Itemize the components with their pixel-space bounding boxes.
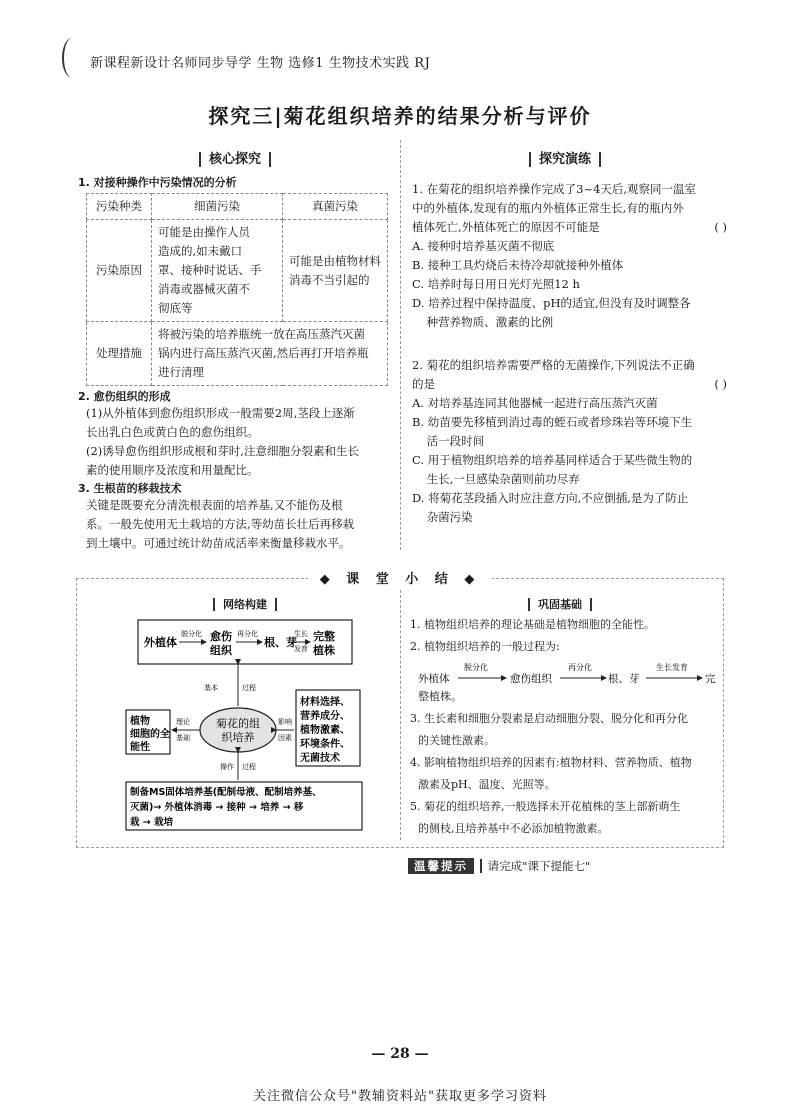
option-d-cont: 杂菌污染 [412, 510, 473, 524]
tissue-label: 组织 [210, 644, 232, 657]
factor-label: 因素 [278, 734, 292, 742]
callus-paragraph [86, 404, 396, 480]
network-heading: 网络构建 [195, 596, 295, 612]
footer-note: 关注微信公众号"教辅资料站"获取更多学习资料 [253, 1089, 547, 1104]
procedure-text: 灭菌)→ 外植体消毒 → 接种 → 培养 → 移 [130, 802, 304, 813]
influence-label: 影响 [278, 718, 292, 726]
table-row [87, 322, 388, 386]
basic-label: 基本 [204, 684, 218, 692]
root-bud-label: 根、芽 [264, 636, 297, 649]
answer-blank: ( ) [714, 220, 727, 234]
heading-callus-formation: 2. 愈伤组织的形成 [78, 390, 171, 403]
text-line: 关键是既要充分清洗根表面的培养基,又不能伤及根 [86, 498, 343, 512]
cell-line: 将被污染的培养瓶统一放在高压蒸汽灭菌 [158, 327, 365, 341]
text-line: (2)诱导愈伤组织形成根和芽时,注意细胞分裂素和生长 [86, 444, 359, 458]
text-line: 素的使用顺序及浓度和用量配比。 [86, 463, 259, 477]
table-header-cell: 污染种类 [87, 194, 152, 220]
practice-heading: 探究演练 [510, 148, 620, 167]
running-header: 新课程新设计名师同步导学 生物 选修1 生物技术实践 RJ [90, 56, 431, 71]
summary-label: ◆ 课 堂 小 结 ◆ [0, 568, 800, 587]
list-item: 的侧枝,且培养基中不必添加植物激素。 [418, 822, 609, 835]
fungi-cause-cell [283, 220, 388, 322]
list-item: 4. 影响植物组织培养的因素有:植物材料、营养物质、植物 [410, 756, 692, 769]
reminder [408, 858, 590, 874]
theory-text: 能性 [130, 742, 150, 753]
core-inquiry-heading: 核心探究 [180, 148, 290, 167]
procedure-text: 栽 → 栽培 [130, 817, 174, 828]
explant-label: 外植体 [144, 636, 177, 649]
option-c: C. 用于植物组织培养的培养基同样适合于某些微生物的 [412, 453, 693, 467]
question-stem: 的是 [412, 377, 435, 391]
dedifferentiation-label: 脱分化 [181, 630, 202, 638]
cell-line: 锅内进行高压蒸汽灭菌,然后再打开培养瓶 [158, 346, 369, 360]
option-b-cont: 活一段时间 [412, 434, 485, 448]
flow-explant: 外植体 [418, 673, 450, 685]
center-label: 织培养 [221, 731, 255, 744]
text-line [412, 375, 727, 394]
develop-label: 发育 [294, 645, 308, 653]
consolidate-list-2 [410, 686, 718, 840]
flow-complete: 完 [705, 673, 716, 685]
list-item: 5. 菊花的组织培养,一般选择未开花植株的茎上部新萌生 [410, 800, 681, 813]
cell-line: 消毒不当引起的 [289, 272, 370, 287]
table-row [87, 220, 388, 322]
option-c-cont: 生长,一旦感染杂菌则前功尽弃 [412, 472, 580, 486]
factor-text: 材料选择、 [300, 697, 350, 708]
cell-line: 进行清理 [158, 365, 204, 379]
option-a: A. 接种时培养基灭菌不彻底 [412, 239, 555, 253]
flow-callus: 愈伤组织 [510, 673, 552, 685]
cell-line: 消毒或器械灭菌不 [158, 282, 250, 296]
factor-text: 无菌技术 [300, 753, 340, 764]
row-label: 污染原因 [87, 220, 152, 322]
list-item: 的关键性激素。 [418, 734, 495, 747]
text-line [412, 218, 727, 237]
option-d: D. 将菊花茎段插入时应注意方向,不应倒插,是为了防止 [412, 491, 689, 505]
text-line: 到土壤中。可通过统计幼苗成活率来衡量移栽水平。 [86, 536, 351, 550]
option-b: B. 接种工具灼烧后未待冷却就接种外植体 [412, 258, 624, 272]
row-label: 处理措施 [87, 322, 152, 386]
process-label: 过程 [242, 684, 256, 692]
list-item: 2. 植物组织培养的一般过程为: [410, 640, 560, 653]
transplant-paragraph [86, 496, 396, 553]
contamination-table [86, 193, 388, 386]
question-1 [412, 180, 727, 332]
process2-label: 过程 [242, 763, 256, 771]
text-line: 1. 在菊花的组织培养操作完成了3~4天后,观察同一温室 [412, 182, 697, 196]
text-line: (1)从外植体到愈伤组织形成一般需要2周,茎段上逐渐 [86, 406, 355, 420]
answer-blank: ( ) [714, 377, 727, 391]
page-number: — 28 — [371, 1046, 429, 1062]
consolidate-list [410, 614, 720, 658]
theory-label: 理论 [176, 718, 190, 726]
table-header-cell: 真菌污染 [283, 194, 388, 220]
section-title: 探究三|菊花组织培养的结果分析与评价 [208, 104, 592, 128]
option-d: D. 培养过程中保持温度、pH的适宜,但没有及时调整各 [412, 296, 691, 310]
cell-line: 彻底等 [158, 301, 193, 315]
consolidate-heading: 巩固基础 [510, 596, 610, 612]
table-header-cell: 细菌污染 [152, 194, 283, 220]
cell-line: 可能是由植物材料 [289, 253, 381, 268]
option-d-cont: 种营养物质、激素的比例 [412, 315, 554, 329]
flow-rediff: 再分化 [568, 663, 592, 672]
treatment-cell [152, 322, 388, 386]
reminder-label: 温馨提示 [408, 858, 474, 874]
growth-label: 生长 [294, 630, 308, 638]
header-ornament [62, 38, 82, 78]
option-a: A. 对培养基连同其他器械一起进行高压蒸汽灭菌 [412, 396, 658, 410]
list-item: 3. 生长素和细胞分裂素是启动细胞分裂、脱分化和再分化 [410, 712, 688, 725]
cell-line: 罩、接种时说话、手 [158, 263, 262, 277]
text-line: 2. 菊花的组织培养需要严格的无菌操作,下列说法不正确 [412, 358, 695, 372]
text-line: 系。一般先使用无土栽培的方法,等幼苗长壮后再移栽 [86, 517, 355, 531]
list-item: 1. 植物组织培养的理论基础是植物细胞的全能性。 [410, 618, 655, 631]
callus-label: 愈伤 [210, 630, 232, 643]
heading-transplant: 3. 生根苗的移栽技术 [78, 482, 182, 495]
cell-line: 造成的,如未戴口 [158, 244, 243, 258]
plant-label: 植株 [313, 644, 335, 657]
option-c: C. 培养时每日用日光灯光照12 h [412, 277, 580, 291]
factor-text: 环境条件、 [300, 739, 350, 750]
list-item: 激素及pH、温度、光照等。 [418, 778, 556, 791]
operation-label: 操作 [220, 763, 234, 771]
bacteria-cause-cell [152, 220, 283, 322]
column-divider [400, 140, 401, 550]
flow-dediff: 脱分化 [464, 663, 488, 672]
foundation-label: 基础 [176, 734, 190, 742]
cell-line: 可能是由操作人员 [158, 225, 250, 239]
concept-diagram [124, 614, 396, 834]
question-stem: 植体死亡,外植体死亡的原因不可能是 [412, 220, 600, 234]
center-node [200, 708, 276, 752]
center-label: 菊花的组 [216, 717, 260, 730]
theory-text: 细胞的全 [130, 729, 170, 740]
reminder-text: 请完成"课下提能七" [480, 859, 591, 873]
table-header-row [87, 194, 388, 220]
heading-contamination-analysis: 1. 对接种操作中污染情况的分析 [78, 176, 237, 189]
text-line: 长出乳白色或黄白色的愈伤组织。 [86, 425, 259, 439]
complete-label: 完整 [313, 630, 335, 643]
flow-rootbud: 根、芽 [608, 673, 640, 685]
flow-plant: 整植株。 [418, 690, 462, 703]
question-2 [412, 356, 727, 527]
flow-growth: 生长发育 [656, 663, 688, 672]
procedure-text: 制备MS固体培养基(配制母液、配制培养基、 [130, 787, 322, 798]
theory-text: 植物 [130, 716, 150, 727]
text-line: 中的外植体,发现有的瓶内外植体正常生长,有的瓶内外 [412, 201, 684, 215]
factor-text: 营养成分、 [300, 711, 350, 722]
factor-text: 植物激素、 [300, 725, 350, 736]
redifferentiation-label: 再分化 [237, 630, 258, 638]
summary-divider [400, 590, 401, 840]
option-b: B. 幼苗要先移植到消过毒的蛭石或者珍珠岩等环境下生 [412, 415, 693, 429]
